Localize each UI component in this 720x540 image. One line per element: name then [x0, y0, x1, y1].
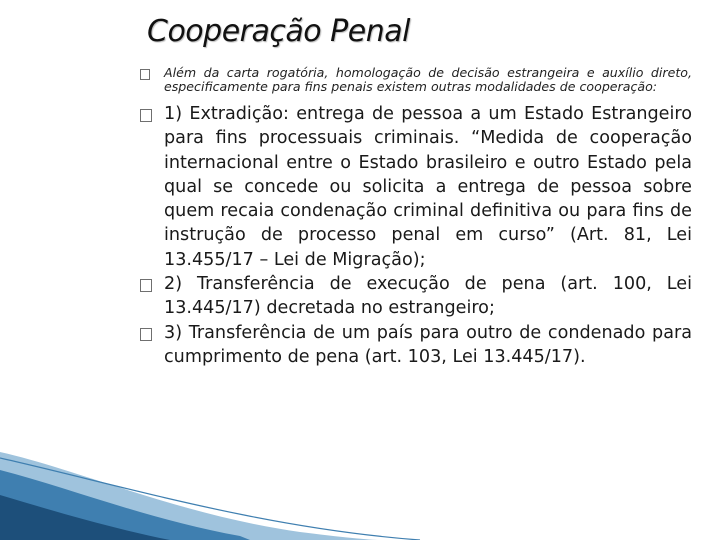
list-item — [140, 321, 692, 370]
bullet-list — [140, 66, 692, 369]
square-bullet-icon — [140, 69, 150, 80]
slide-title: Cooperação Penal — [147, 14, 410, 49]
item-text-transferencia-execucao: 2) Transferência de execução de pena (art. 100, Lei 13.445/17) decretada no estrangeiro; — [164, 274, 692, 319]
square-bullet-icon — [140, 328, 152, 341]
list-item — [140, 272, 692, 321]
item-text-transferencia-condenado: 3) Transferência de um país para outro de condenado para cumprimento de pena (art. 103, Lei 13.445/17). — [164, 322, 692, 367]
list-item-intro — [140, 66, 692, 93]
item-text-extradicao: 1) Extradição: entrega de pessoa a um Estado Estrangeiro para fins processuais criminais. “Medida de cooperação internacional entre o Estado brasileiro e outro Estado pela qual se concede ou solicita a entrega de pessoa sobre quem recaia condenação criminal definitiva ou para fins de instrução de processo penal em curso” (Art. 81, Lei 13.455/17 – Lei de Migração); — [164, 104, 692, 270]
square-bullet-icon — [140, 279, 152, 292]
intro-text: Além da carta rogatória, homologação de decisão estrangeira e auxílio direto, especificamente para fins penais existem outras modalidades de cooperação: — [164, 65, 692, 94]
decorative-wave — [0, 440, 720, 540]
list-item — [140, 102, 692, 272]
square-bullet-icon — [140, 109, 152, 122]
